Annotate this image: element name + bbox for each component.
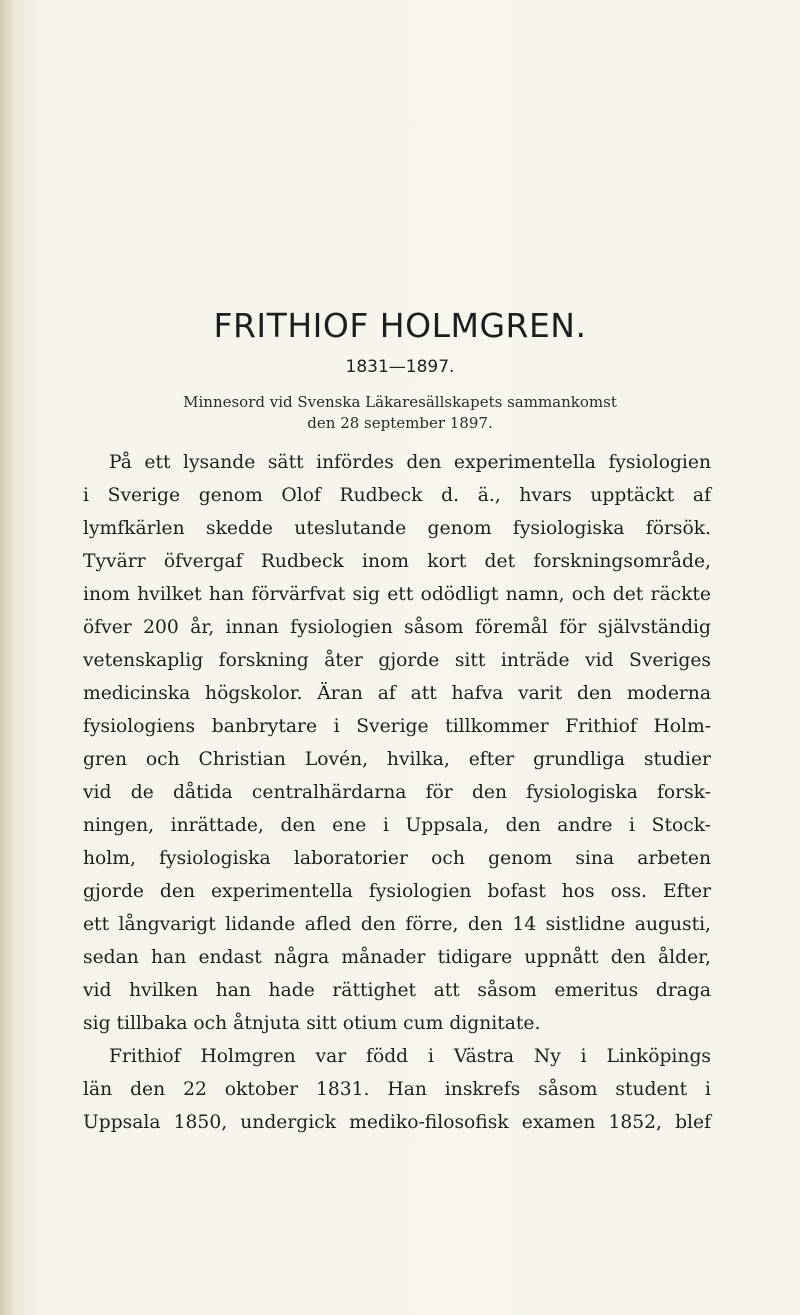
body-line: ett långvarigt lidande afled den förre, den 14 sistlidne augusti, [83,914,711,935]
body-line: På ett lysande sätt infördes den experimentella fysiologien [109,452,711,473]
body-line: ningen, inrättade, den ene i Uppsala, den andre i Stock- [83,815,711,836]
body-line: gjorde den experimentella fysiologien bofast hos oss. Efter [83,881,711,902]
body-line: fysiologiens banbrytare i Sverige tillkommer Frithiof Holm- [83,716,711,737]
occasion-line-2: den 28 september 1897. [307,414,493,432]
body-line: lymfkärlen skedde uteslutande genom fysiologiska försök. [83,518,711,539]
body-line: öfver 200 år, innan fysiologien såsom föremål för självständig [83,617,711,638]
body-line: gren och Christian Lovén, hvilka, efter grundliga studier [83,749,711,770]
body-line: vid hvilken han hade rättighet att såsom emeritus draga [83,980,711,1001]
body-line: vetenskaplig forskning åter gjorde sitt inträde vid Sveriges [83,650,711,671]
page-title: FRITHIOF HOLMGREN. [213,306,587,345]
body-line: medicinska högskolor. Äran af att hafva varit den moderna [83,683,711,704]
body-line: sedan han endast några månader tidigare uppnått den ålder, [83,947,711,968]
body-line: i Sverige genom Olof Rudbeck d. ä., hvars upptäckt af [83,485,711,506]
body-line: Tyvärr öfvergaf Rudbeck inom kort det forskningsområde, [83,551,711,572]
body-line: holm, fysiologiska laboratorier och genom sina arbeten [83,848,711,869]
body-line: län den 22 oktober 1831. Han inskrefs såsom student i [83,1079,711,1100]
body-line: Frithiof Holmgren var född i Västra Ny i Linköpings [109,1046,711,1067]
body-line: sig tillbaka och åtnjuta sitt otium cum dignitate. [83,1013,541,1034]
body-line: inom hvilket han förvärfvat sig ett odödligt namn, och det räckte [83,584,711,605]
life-years: 1831—1897. [345,357,455,377]
occasion-line-1: Minnesord vid Svenska Läkaresällskapets sammankomst [183,393,617,411]
body-line: vid de dåtida centralhärdarna för den fysiologiska forsk- [83,782,711,803]
body-line: Uppsala 1850, undergick mediko-filosofisk examen 1852, blef [83,1112,711,1133]
page-edge [0,0,12,1315]
